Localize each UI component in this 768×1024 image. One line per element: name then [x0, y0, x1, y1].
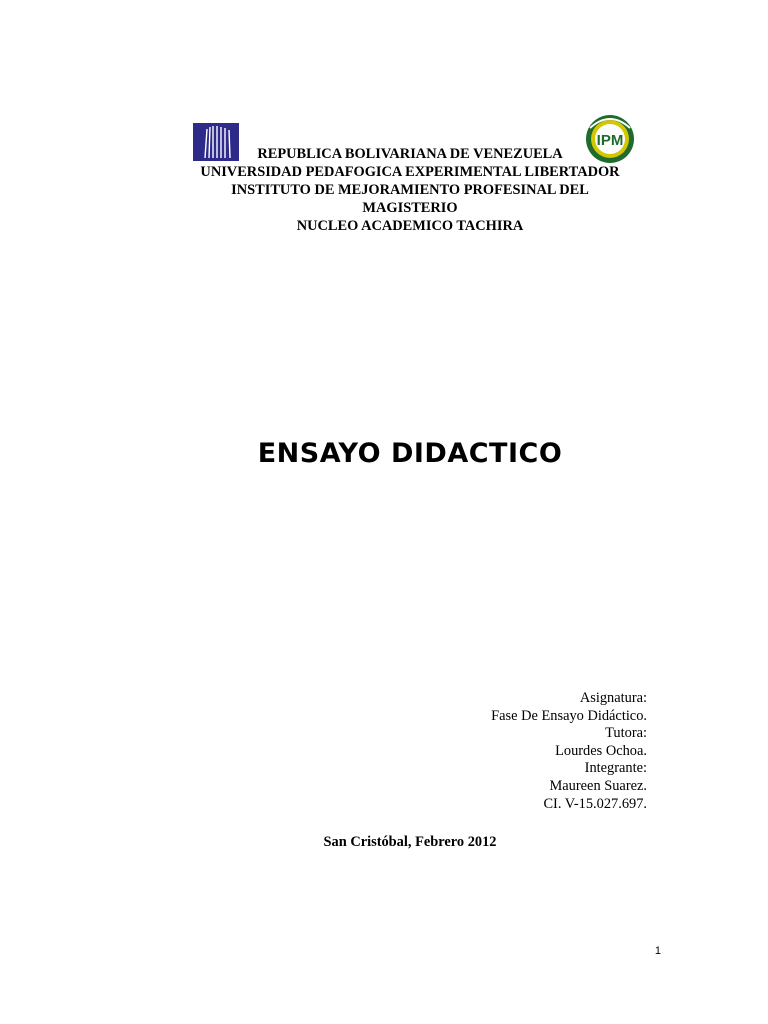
subject-label: Asignatura:: [579, 690, 647, 706]
subject-value: Fase De Ensayo Didáctico.: [491, 707, 647, 724]
page-number: 1: [654, 945, 661, 957]
header-line-nucleus: NUCLEO ACADEMICO TACHIRA: [296, 218, 524, 234]
document-title: ENSAYO DIDACTICO: [257, 438, 563, 469]
tutor-value: Lourdes Ochoa.: [555, 742, 647, 759]
member-label: Integrante:: [584, 760, 647, 777]
member-value: Maureen Suarez.: [549, 777, 647, 794]
header-line-institute: INSTITUTO DE MEJORAMIENTO PROFESINAL DEL: [231, 182, 589, 198]
member-id: CI. V-15.027.697.: [543, 795, 647, 812]
place-date: San Cristóbal, Febrero 2012: [323, 834, 497, 850]
tutor-label: Tutora:: [605, 725, 647, 742]
header-line-university: UNIVERSIDAD PEDAFOGICA EXPERIMENTAL LIBERTADOR: [200, 164, 620, 180]
course-info-block: [491, 690, 647, 813]
header-line-institute-cont: MAGISTERIO: [362, 200, 458, 216]
ipm-logo-text: IPM: [596, 132, 624, 149]
header-line-country: REPUBLICA BOLIVARIANA DE VENEZUELA: [257, 146, 563, 162]
institution-header: [140, 145, 680, 235]
